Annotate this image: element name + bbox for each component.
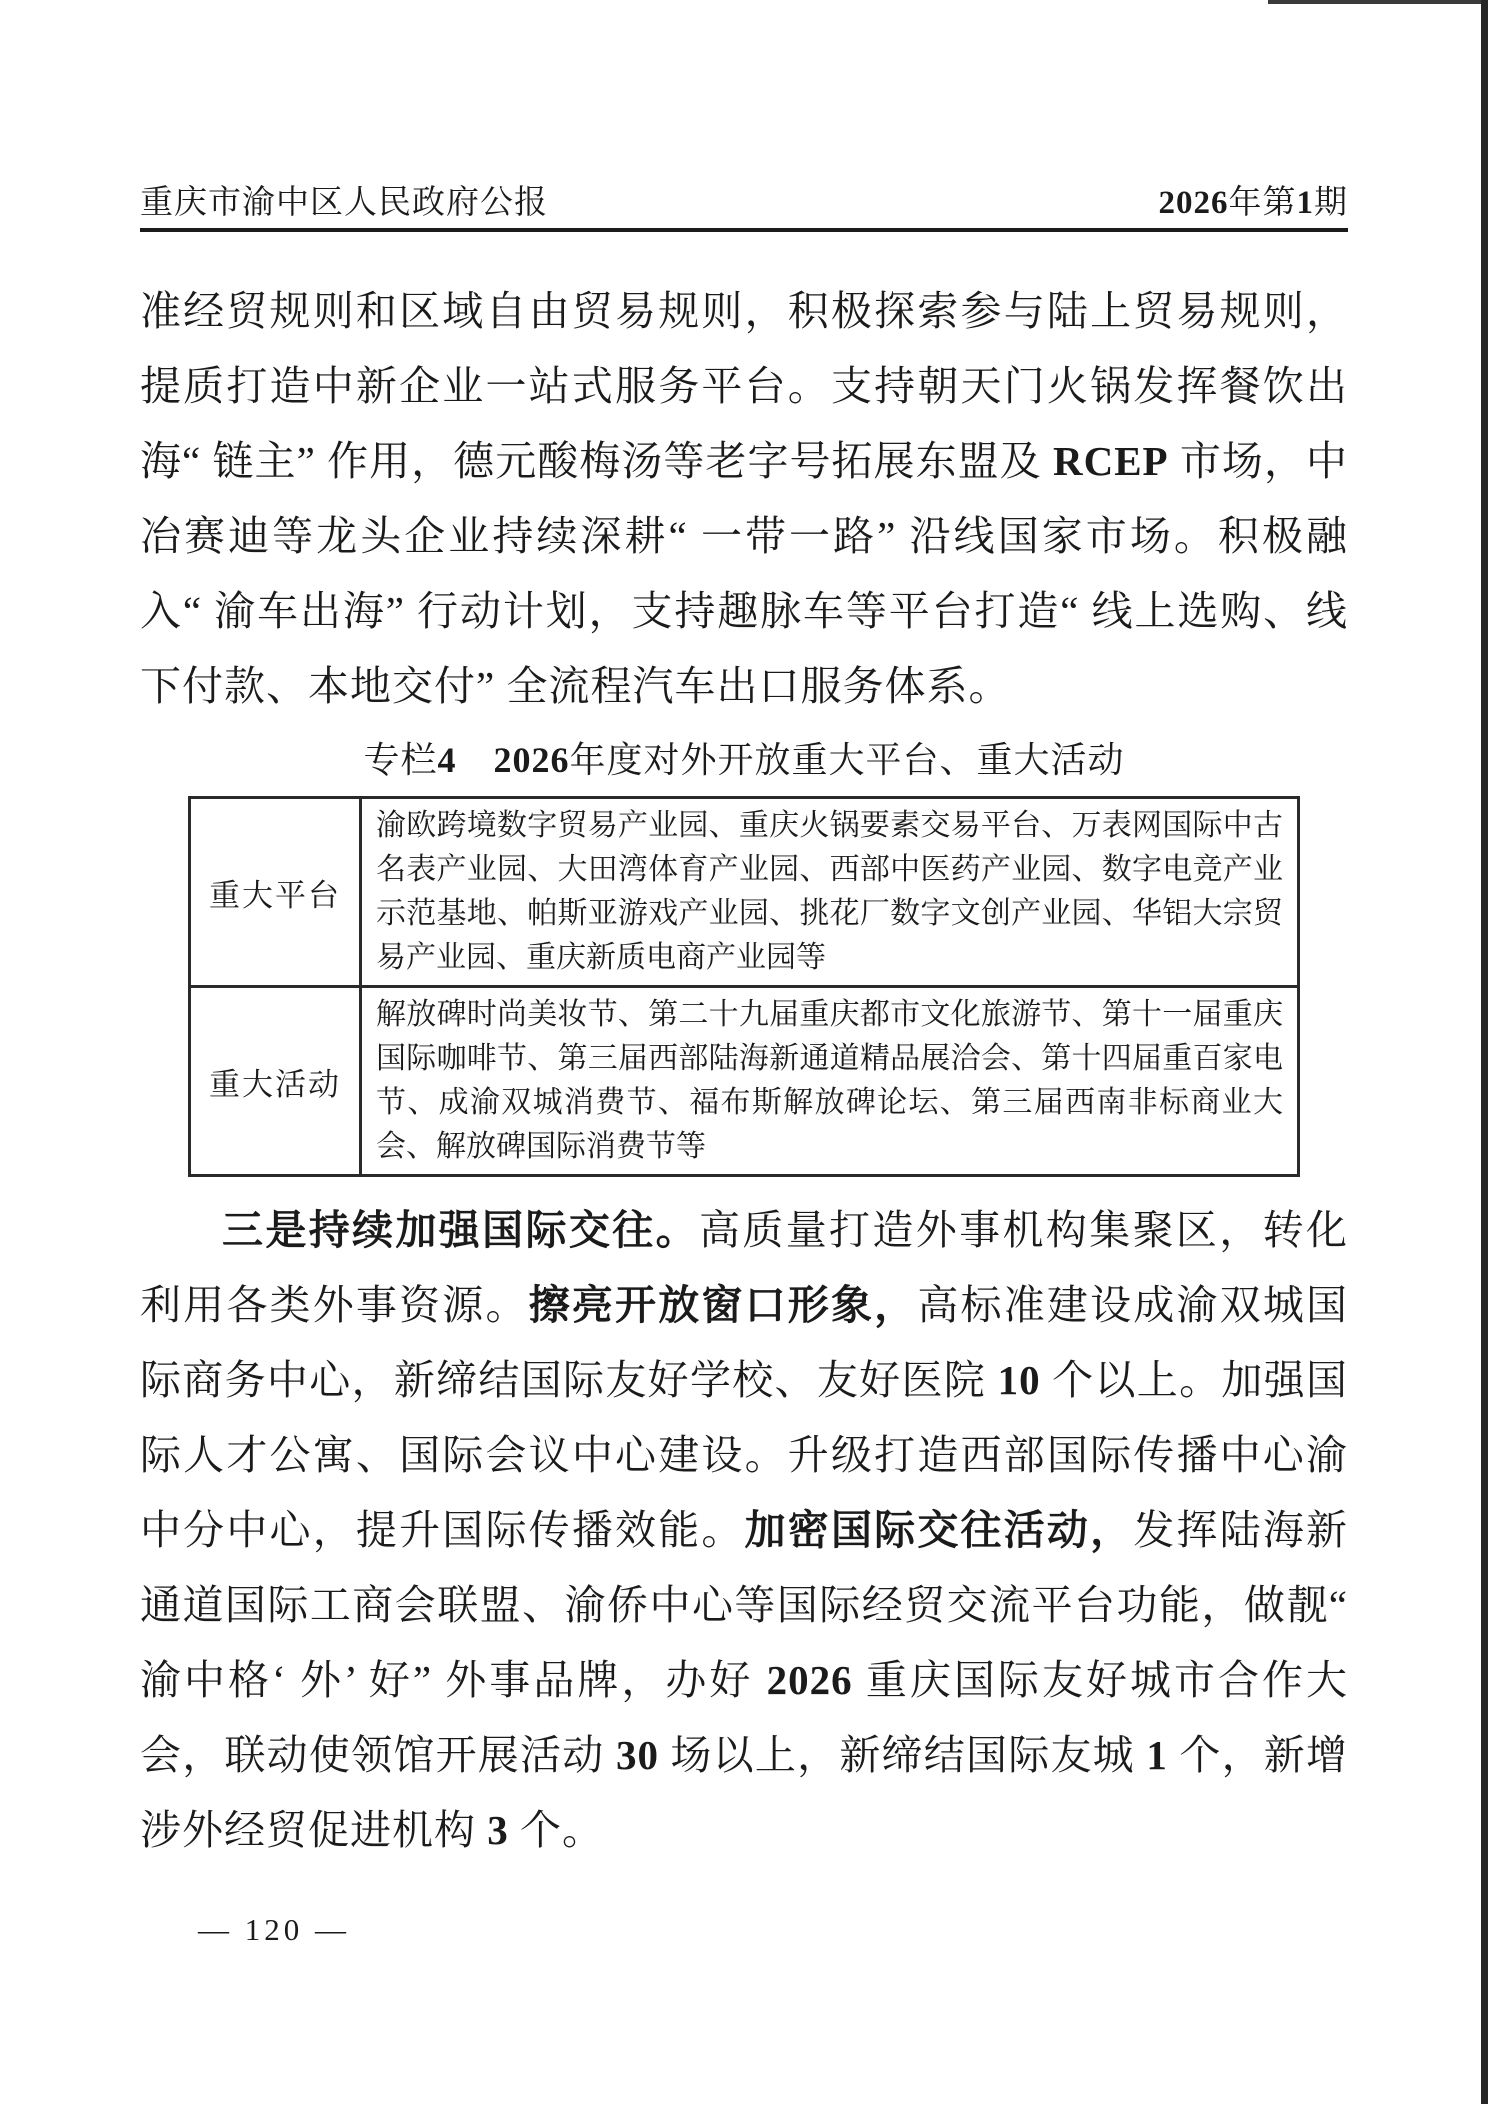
column-table (188, 796, 1300, 1177)
scan-edge-top (1268, 0, 1488, 4)
page-content (140, 0, 1348, 1948)
paragraph-trade-rules: 准经贸规则和区域自由贸易规则，积极探索参与陆上贸易规则，提质打造中新企业一站式服务平台。支持朝天门火锅发挥餐饮出海“ 链主” 作用，德元酸梅汤等老字号拓展东盟及 RCEP 市场，中冶赛迪等龙头企业持续深耕“ 一带一路” 沿线国家市场。积极融入“ 渝车出海” 行动计划，支持趣脉车等平台打造“ 线上选购、线下付款、本地交付” 全流程汽车出口服务体系。 (140, 288, 1348, 709)
table-row-platforms (190, 798, 1299, 987)
page-number: — 120 — (198, 1912, 350, 1947)
table-row-label: 重大活动 (190, 987, 361, 1176)
paragraph-international-exchange: 三是持续加强国际交往。高质量打造外事机构集聚区，转化利用各类外事资源。擦亮开放窗口形象，高标准建设成渝双城国际商务中心，新缔结国际友好学校、友好医院 10 个以上。加强国际人才公寓、国际会议中心建设。升级打造西部国际传播中心渝中分中心，提升国际传播效能。加密国际交往活动，发挥陆海新通道国际工商会联盟、渝侨中心等国际经贸交流平台功能，做靓“ 渝中格‘ 外’ 好” 外事品牌，办好 2026 重庆国际友好城市合作大会，联动使领馆开展活动 30 场以上，新缔结国际友城 1 个，新增涉外经贸促进机构 3 个。 (140, 1207, 1349, 1853)
table-row-content: 渝欧跨境数字贸易产业园、重庆火锅要素交易平台、万表网国际中古名表产业园、大田湾体育产业园、西部中医药产业园、数字电竞产业示范基地、帕斯亚游戏产业园、挑花厂数字文创产业园、华铝大宗贸易产业园、重庆新质电商产业园等 (361, 798, 1299, 987)
header-rule (140, 228, 1348, 232)
table-row-content: 解放碑时尚美妆节、第二十九届重庆都市文化旅游节、第十一届重庆国际咖啡节、第三届西部陆海新通道精品展洽会、第十四届重百家电节、成渝双城消费节、福布斯解放碑论坛、第三届西南非标商业大会、解放碑国际消费节等 (361, 987, 1299, 1176)
table-caption: 专栏4 2026年度对外开放重大平台、重大活动 (363, 740, 1125, 780)
page-footer (140, 1912, 1348, 1948)
header-publication-title: 重庆市渝中区人民政府公报 (140, 185, 548, 221)
header-issue-number: 2026年第1期 (1158, 185, 1348, 221)
scan-edge-right (1481, 0, 1488, 2104)
table-row-activities (190, 987, 1299, 1176)
table-row-label: 重大平台 (190, 798, 361, 987)
page-header (140, 0, 1348, 228)
